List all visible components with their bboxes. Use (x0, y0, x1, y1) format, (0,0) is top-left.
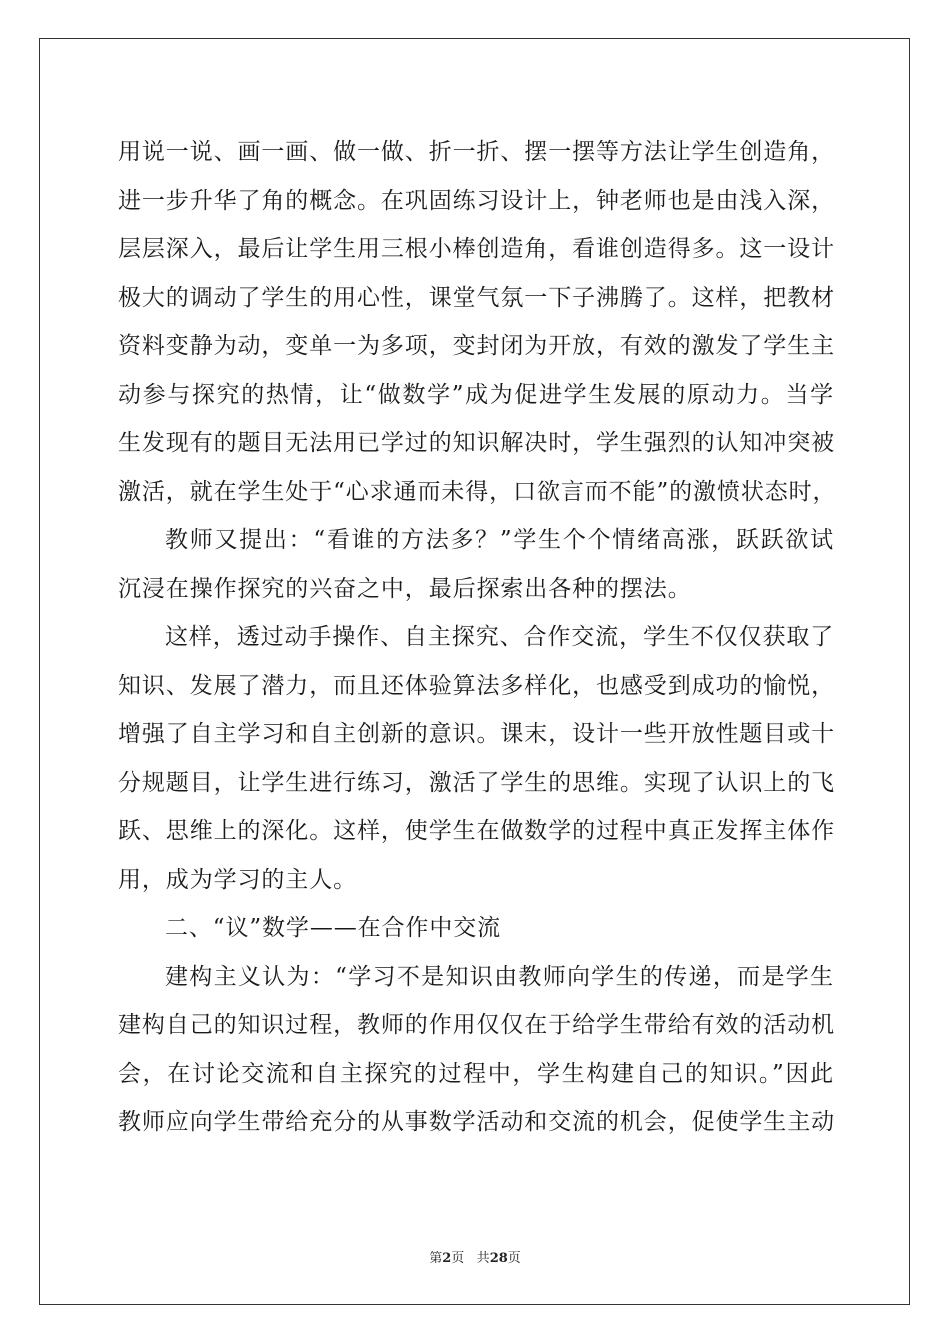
text-line: 激活，就在学生处于“心求通而未得，口欲言而不能”的激愤状态时， (118, 478, 837, 505)
footer-page-suffix: 页 (451, 1251, 465, 1266)
text-line: 极大的调动了学生的用心性，课堂气氛一下子沸腾了。这样，把教材 (118, 284, 835, 311)
text-line: 增强了自主学习和自主创新的意识。课末，设计一些开放性题目或十 (118, 721, 835, 747)
page-footer (0, 1247, 950, 1266)
text-line: 沉浸在操作探究的兴奋之中，最后探索出各种的摆法。 (118, 575, 692, 602)
footer-current-page: 2 (442, 1251, 452, 1266)
text-line: 会，在讨论交流和自主探究的过程中，学生构建自己的知识。”因此 (118, 1060, 834, 1087)
text-line: 建构自己的知识过程，教师的作用仅仅在于给学生带给有效的活动机 (118, 1012, 835, 1038)
text-line: 这样，透过动手操作、自主探究、合作交流，学生不仅仅获取了 (165, 624, 835, 650)
text-line: 层层深入，最后让学生用三根小棒创造角，看谁创造得多。这一设计 (118, 236, 835, 262)
text-line: 教师应向学生带给充分的从事数学活动和交流的机会，促使学生主动 (118, 1109, 835, 1135)
text-line: 动参与探究的热情，让“做数学”成为促进学生发展的原动力。当学 (118, 381, 834, 408)
footer-prefix: 第 (429, 1251, 443, 1266)
text-line: 生发现有的题目无法用已学过的知识解决时，学生强烈的认知冲突被 (118, 430, 835, 456)
text-line: 建构主义认为：“学习不是知识由教师向学生的传递，而是学生 (165, 963, 834, 990)
text-line: 用说一说、画一画、做一做、折一折、摆一摆等方法让学生创造角， (118, 139, 835, 165)
text-line: 资料变静为动，变单一为多项，变封闭为开放，有效的激发了学生主 (118, 333, 835, 359)
text-line: 跃、思维上的深化。这样，使学生在做数学的过程中真正发挥主体作 (118, 818, 835, 844)
document-body (118, 128, 837, 1147)
text-line: 二、“议”数学——在合作中交流 (165, 915, 502, 941)
footer-total-prefix: 共 (476, 1251, 490, 1266)
text-line: 用，成为学习的主人。 (118, 866, 357, 893)
footer-total-suffix: 页 (507, 1251, 521, 1266)
text-line: 教师又提出：“看谁的方法多？”学生个个情绪高涨，跃跃欲试 (165, 527, 834, 553)
text-line: 进一步升华了角的概念。在巩固练习设计上，钟老师也是由浅入深， (118, 187, 835, 214)
footer-total-pages: 28 (489, 1251, 508, 1266)
text-line: 知识、发展了潜力，而且还体验算法多样化，也感受到成功的愉悦， (118, 672, 835, 699)
text-line: 分规题目，让学生进行练习，激活了学生的思维。实现了认识上的飞 (118, 769, 835, 796)
